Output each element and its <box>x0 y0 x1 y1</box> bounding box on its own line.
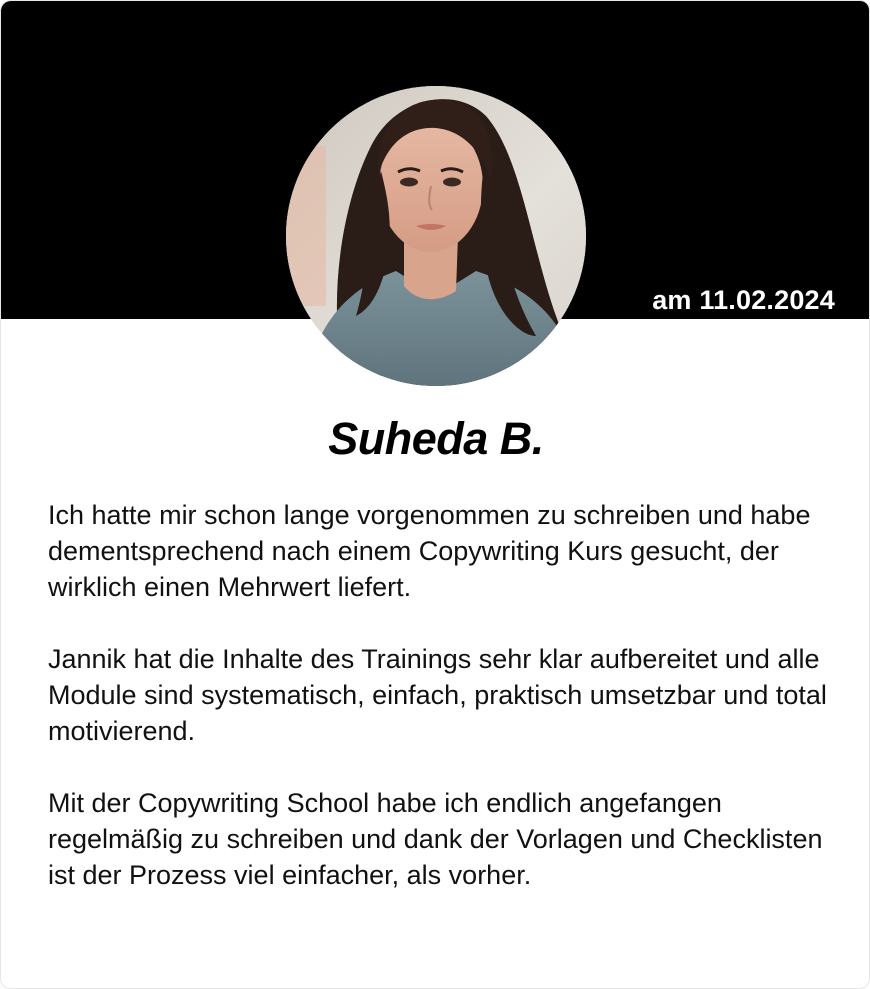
review-paragraph: Jannik hat die Inhalte des Trainings sehr klar aufbereitet und alle Module sind systematisch, einfach, praktisch umsetzbar und total motivierend. <box>48 644 827 746</box>
review-text <box>48 497 838 893</box>
reviewer-name: Suheda B. <box>328 413 544 464</box>
review-paragraph: Ich hatte mir schon lange vorgenommen zu schreiben und habe dementsprechend nach einem Copywriting Kurs gesucht, der wirklich einen Mehrwert liefert. <box>48 500 811 602</box>
avatar <box>286 86 586 386</box>
review-paragraph: Mit der Copywriting School habe ich endlich angefangen regelmäßig zu schreiben und dank der Vorlagen und Checklisten ist der Prozess viel einfacher, als vorher. <box>48 788 823 890</box>
person-portrait-icon <box>286 86 586 386</box>
review-date: am 11.02.2024 <box>652 285 835 315</box>
